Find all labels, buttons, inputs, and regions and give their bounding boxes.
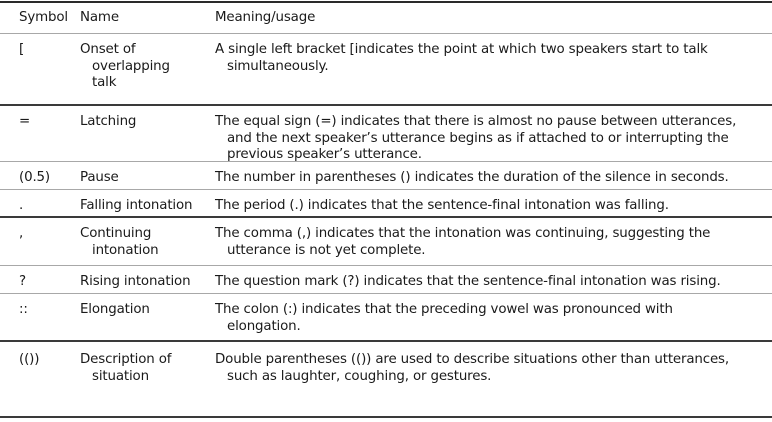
table-row (0, 190, 772, 218)
row-symbol: . (19, 198, 24, 213)
row-name: Description of situation (80, 352, 172, 384)
row-meaning: A single left bracket [indicates the point at which two speakers start to talk simultaneously. (215, 42, 708, 74)
row-symbol: :: (19, 302, 28, 317)
row-symbol: ? (19, 274, 26, 289)
table-row (0, 294, 772, 342)
row-name: Latching (80, 114, 137, 129)
row-name: Continuing intonation (80, 226, 159, 258)
header-name: Name (80, 9, 119, 25)
transcription-conventions-table (0, 1, 772, 418)
row-symbol: (0.5) (19, 170, 50, 185)
row-name: Falling intonation (80, 198, 193, 213)
row-name: Rising intonation (80, 274, 191, 289)
row-name: Onset of overlapping talk (80, 42, 170, 90)
table-row (0, 34, 772, 106)
table-row (0, 162, 772, 190)
table-row (0, 106, 772, 162)
table-row (0, 342, 772, 418)
header-symbol: Symbol (19, 9, 68, 25)
row-meaning: Double parentheses (()) are used to describe situations other than utterances, such as laughter, coughing, or gestures. (215, 352, 729, 384)
row-symbol: = (19, 114, 31, 129)
row-meaning: The colon (:) indicates that the preceding vowel was pronounced with elongation. (215, 302, 673, 334)
row-meaning: The number in parentheses () indicates the duration of the silence in seconds. (215, 170, 729, 185)
row-name: Pause (80, 170, 119, 185)
row-meaning: The equal sign (=) indicates that there is almost no pause between utterances, and the next speaker’s utterance begins as if attached to or interrupting the previous speaker’s utterance. (215, 114, 737, 162)
row-name: Elongation (80, 302, 150, 317)
header-meaning: Meaning/usage (215, 9, 316, 25)
row-symbol: [ (19, 42, 25, 57)
row-symbol: (()) (19, 352, 40, 367)
table-header-row (0, 3, 772, 34)
row-meaning: The comma (,) indicates that the intonation was continuing, suggesting the utterance is not yet complete. (215, 226, 711, 258)
row-symbol: , (19, 226, 24, 241)
table-row (0, 218, 772, 266)
table-row (0, 266, 772, 294)
row-meaning: The period (.) indicates that the sentence-final intonation was falling. (215, 198, 669, 213)
row-meaning: The question mark (?) indicates that the sentence-final intonation was rising. (215, 274, 721, 289)
